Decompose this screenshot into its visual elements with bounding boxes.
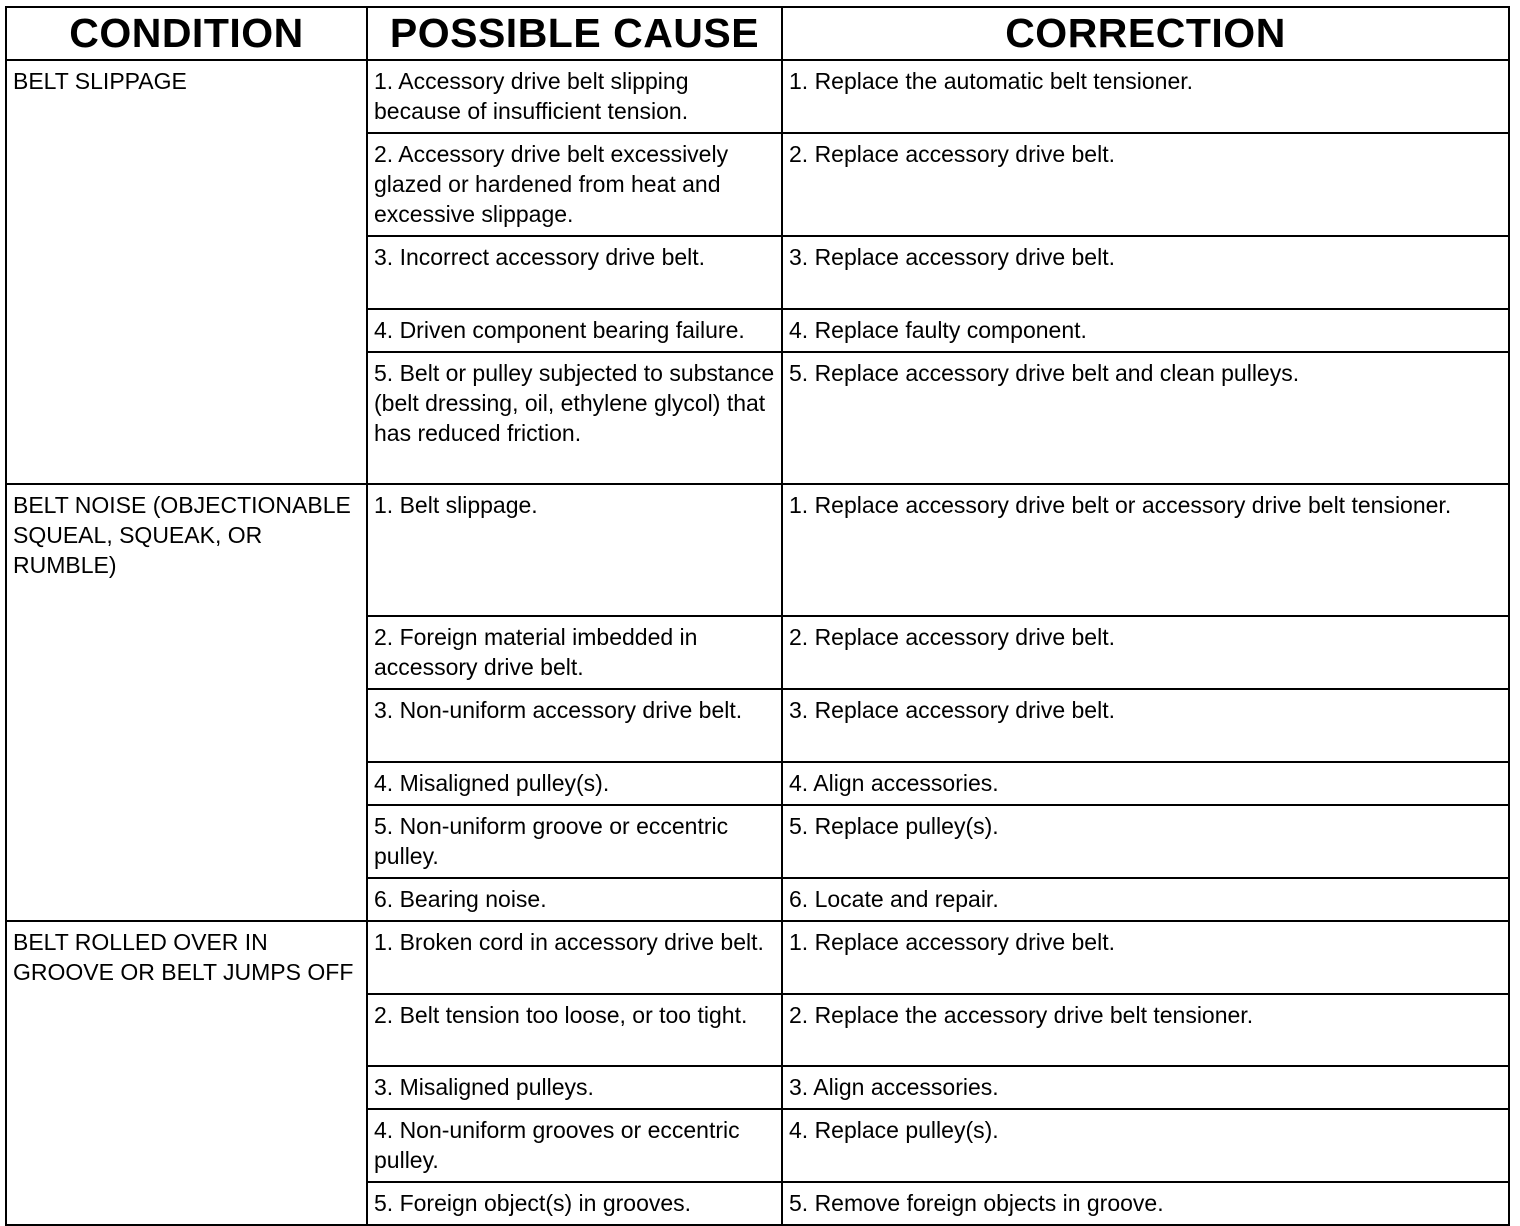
correction-cell: 2. Replace the accessory drive belt tensioner. (782, 994, 1509, 1066)
cause-cell: 4. Driven component bearing failure. (367, 309, 782, 352)
cause-cell: 2. Accessory drive belt excessively glazed or hardened from heat and excessive slippage. (367, 133, 782, 236)
correction-cell: 2. Replace accessory drive belt. (782, 133, 1509, 236)
correction-cell: 1. Replace accessory drive belt. (782, 921, 1509, 994)
cause-cell: 3. Incorrect accessory drive belt. (367, 236, 782, 309)
cause-cell: 5. Foreign object(s) in grooves. (367, 1182, 782, 1225)
cause-cell: 1. Broken cord in accessory drive belt. (367, 921, 782, 994)
header-condition: CONDITION (6, 7, 367, 60)
correction-cell: 5. Replace pulley(s). (782, 805, 1509, 878)
correction-cell: 3. Replace accessory drive belt. (782, 236, 1509, 309)
cause-cell: 3. Misaligned pulleys. (367, 1066, 782, 1109)
correction-cell: 6. Locate and repair. (782, 878, 1509, 921)
cause-cell: 4. Misaligned pulley(s). (367, 762, 782, 805)
cause-cell: 6. Bearing noise. (367, 878, 782, 921)
condition-cell: BELT SLIPPAGE (6, 60, 367, 484)
correction-cell: 4. Align accessories. (782, 762, 1509, 805)
cause-cell: 5. Non-uniform groove or eccentric pulley. (367, 805, 782, 878)
condition-cell: BELT NOISE (OBJECTIONABLE SQUEAL, SQUEAK, OR RUMBLE) (6, 484, 367, 921)
correction-cell: 5. Replace accessory drive belt and clean pulleys. (782, 352, 1509, 484)
cause-cell: 1. Belt slippage. (367, 484, 782, 616)
cause-cell: 1. Accessory drive belt slipping because of insufficient tension. (367, 60, 782, 133)
cause-cell: 2. Foreign material imbedded in accessory drive belt. (367, 616, 782, 689)
correction-cell: 1. Replace accessory drive belt or accessory drive belt tensioner. (782, 484, 1509, 616)
header-correction: CORRECTION (782, 7, 1509, 60)
correction-cell: 3. Replace accessory drive belt. (782, 689, 1509, 762)
condition-cell: BELT ROLLED OVER IN GROOVE OR BELT JUMPS OFF (6, 921, 367, 1225)
header-possible-cause: POSSIBLE CAUSE (367, 7, 782, 60)
header-row (6, 7, 1509, 60)
cause-cell: 3. Non-uniform accessory drive belt. (367, 689, 782, 762)
cause-cell: 2. Belt tension too loose, or too tight. (367, 994, 782, 1066)
cause-cell: 5. Belt or pulley subjected to substance (belt dressing, oil, ethylene glycol) that has reduced friction. (367, 352, 782, 484)
table-row (6, 60, 1509, 133)
correction-cell: 1. Replace the automatic belt tensioner. (782, 60, 1509, 133)
correction-cell: 3. Align accessories. (782, 1066, 1509, 1109)
diagnosis-table-container (5, 6, 1510, 1226)
correction-cell: 2. Replace accessory drive belt. (782, 616, 1509, 689)
correction-cell: 4. Replace faulty component. (782, 309, 1509, 352)
correction-cell: 5. Remove foreign objects in groove. (782, 1182, 1509, 1225)
table-row (6, 921, 1509, 994)
correction-cell: 4. Replace pulley(s). (782, 1109, 1509, 1182)
table-row (6, 484, 1509, 616)
diagnosis-table (5, 6, 1510, 1226)
cause-cell: 4. Non-uniform grooves or eccentric pulley. (367, 1109, 782, 1182)
